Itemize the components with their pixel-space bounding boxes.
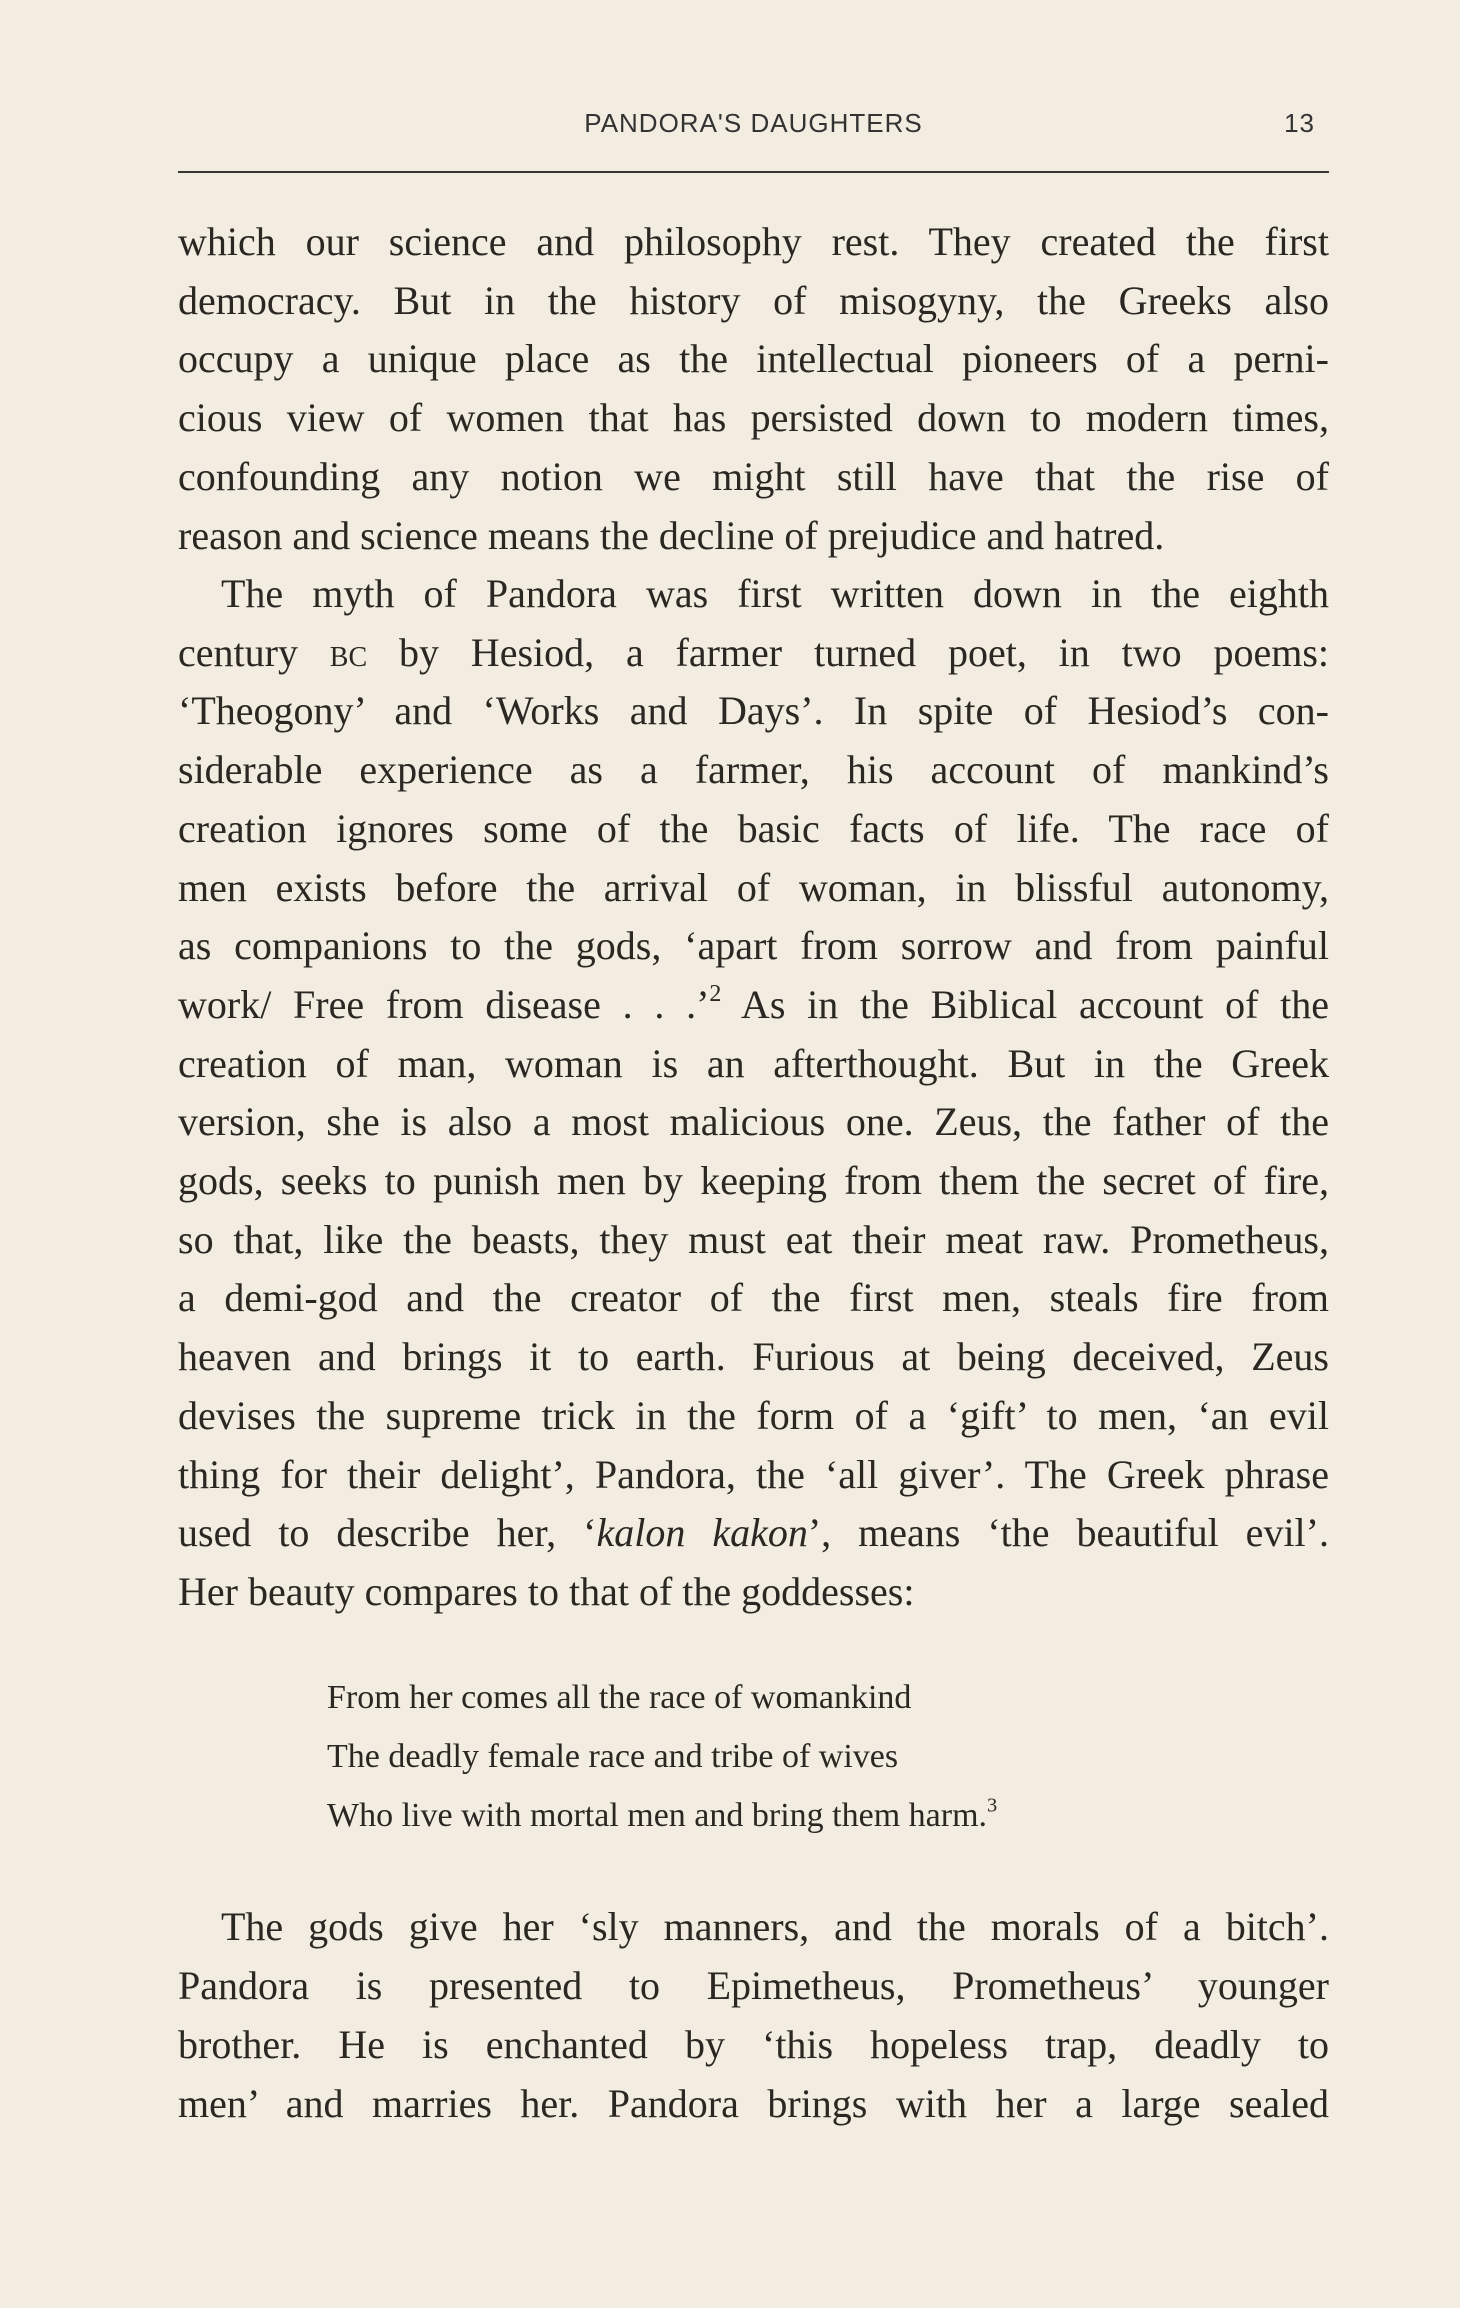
paragraph-1 xyxy=(178,213,1329,565)
text-line: devises the supreme trick in the form of a ‘gift’ to men, ‘an evil xyxy=(178,1392,1329,1438)
header-rule xyxy=(178,171,1329,173)
paragraph-2 xyxy=(178,565,1329,1622)
text-run: century xyxy=(178,629,330,675)
text-run: ’, means ‘the beautiful evil’. xyxy=(807,1510,1329,1556)
text-line: siderable experience as a farmer, his account of mankind’s xyxy=(178,747,1329,793)
text-line xyxy=(178,624,1329,683)
text-run: used to describe her, ‘ xyxy=(178,1510,597,1556)
text-line: The gods give her ‘sly manners, and the morals of a bitch’. xyxy=(221,1904,1329,1949)
text-line: version, she is also a most malicious one. Zeus, the father of the xyxy=(178,1099,1329,1145)
text-run: by Hesiod, a farmer turned poet, in two poems: xyxy=(367,629,1329,675)
text-line: as companions to the gods, ‘apart from sorrow and from painful xyxy=(178,923,1329,969)
footnote-ref: 2 xyxy=(709,981,722,1008)
text-line xyxy=(178,976,1329,1035)
page-number: 13 xyxy=(1284,108,1315,138)
paragraph-3 xyxy=(178,1898,1329,2134)
text-line: The deadly female race and tribe of wives xyxy=(327,1737,899,1775)
text-line: which our science and philosophy rest. They created the first xyxy=(178,219,1329,264)
text-line: cious view of women that has persisted down to modern times, xyxy=(178,395,1329,441)
text-line: ‘Theogony’ and ‘Works and Days’. In spite of Hesiod’s con- xyxy=(178,688,1329,734)
small-caps-text: bc xyxy=(329,629,368,675)
text-line: The myth of Pandora was first written down in the eighth xyxy=(221,571,1329,616)
text-line: heaven and brings it to earth. Furious at being deceived, Zeus xyxy=(178,1334,1329,1380)
italic-text: kalon kakon xyxy=(596,1510,808,1556)
text-line xyxy=(178,1504,1329,1563)
text-line: From her comes all the race of womankind xyxy=(327,1679,912,1716)
text-line: Her beauty compares to that of the goddesses: xyxy=(178,1568,915,1614)
text-run: Who live with mortal men and bring them harm. xyxy=(327,1796,988,1834)
text-run: work/ Free from disease . . .’ xyxy=(178,981,710,1027)
text-line: men’ and marries her. Pandora brings with her a large sealed xyxy=(178,2080,1329,2126)
text-line: men exists before the arrival of woman, in blissful autonomy, xyxy=(178,864,1329,910)
text-line: a demi-god and the creator of the first men, steals fire from xyxy=(178,1275,1329,1321)
text-line: confounding any notion we might still have that the rise of xyxy=(178,453,1329,499)
text-line: Pandora is presented to Epimetheus, Prometheus’ younger xyxy=(178,1962,1329,2008)
text-line: creation ignores some of the basic facts of life. The race of xyxy=(178,805,1329,851)
block-quote xyxy=(327,1669,1227,1846)
text-line: so that, like the beasts, they must eat their meat raw. Prometheus, xyxy=(178,1216,1329,1262)
text-line: gods, seeks to punish men by keeping from them the secret of fire, xyxy=(178,1158,1329,1204)
text-line: democracy. But in the history of misogyny, the Greeks also xyxy=(178,277,1329,323)
running-title: PANDORA'S DAUGHTERS xyxy=(584,108,923,138)
footnote-ref: 3 xyxy=(987,1794,998,1817)
text-line: creation of man, woman is an afterthought. But in the Greek xyxy=(178,1040,1329,1086)
text-line: thing for their delight’, Pandora, the ‘all giver’. The Greek phrase xyxy=(178,1451,1329,1497)
text-run: As in the Biblical account of the xyxy=(721,981,1329,1027)
text-line: brother. He is enchanted by ‘this hopeless trap, deadly to xyxy=(178,2021,1329,2067)
text-line xyxy=(327,1787,1227,1846)
text-line: occupy a unique place as the intellectual pioneers of a perni- xyxy=(178,336,1329,382)
running-header xyxy=(178,108,1329,148)
text-line: reason and science means the decline of prejudice and hatred. xyxy=(178,512,1165,558)
